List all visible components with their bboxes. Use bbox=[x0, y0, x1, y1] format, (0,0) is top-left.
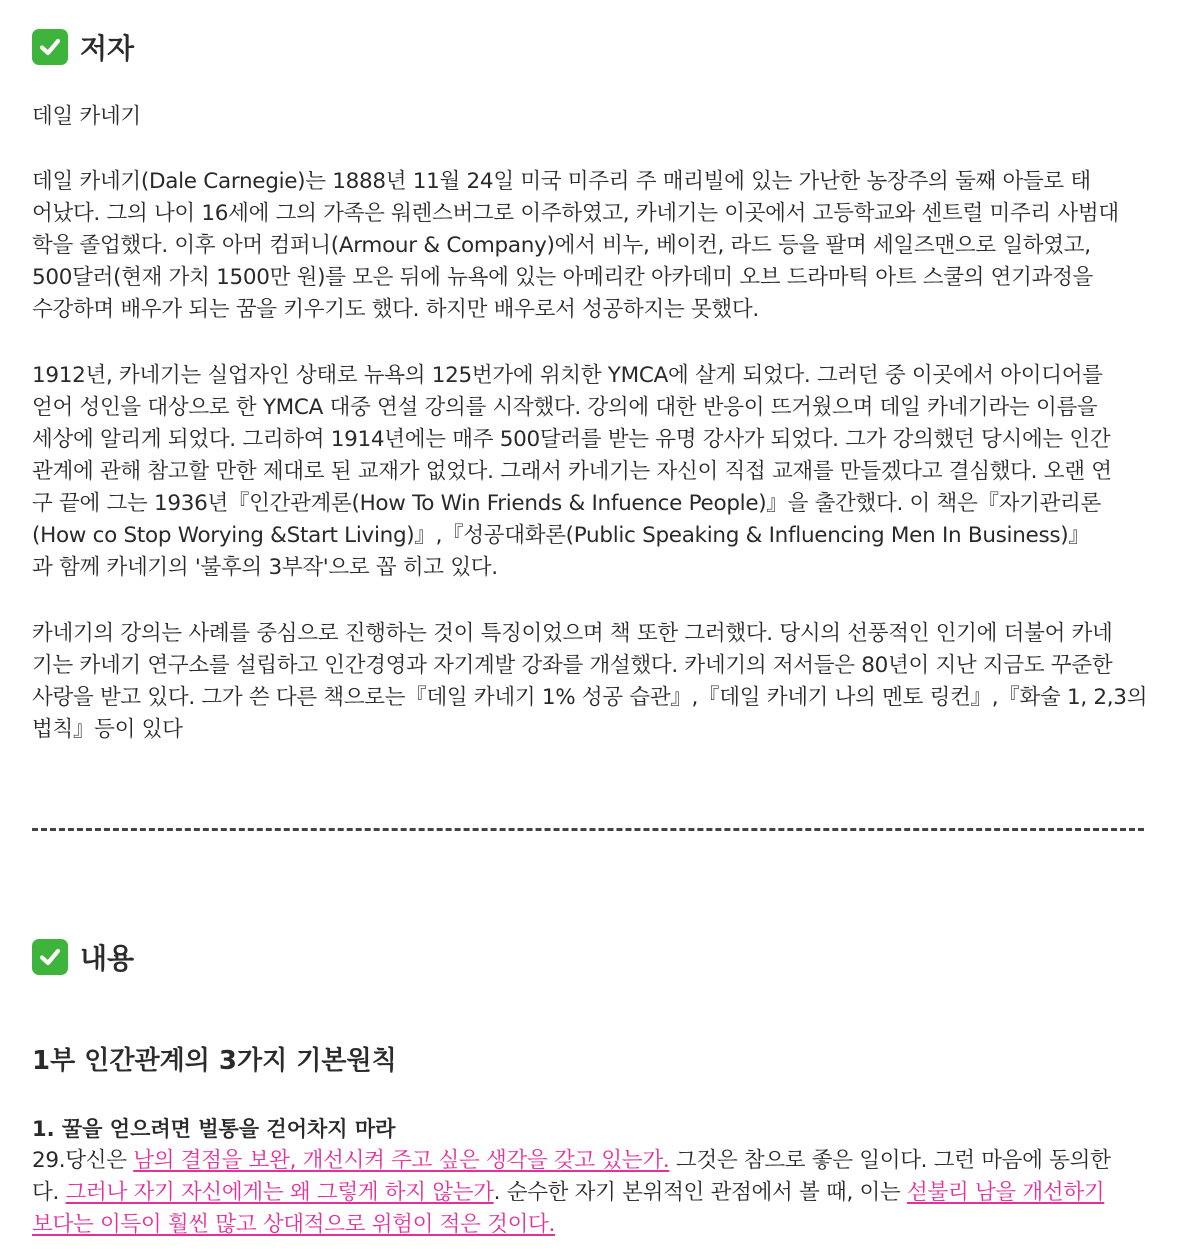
chapter-note bbox=[32, 1145, 1152, 1241]
check-mark-icon bbox=[32, 29, 68, 65]
dashed-divider bbox=[32, 828, 1144, 831]
chapter-title: 1. 꿀을 얻으려면 벌통을 걷어차지 마라 bbox=[32, 1117, 396, 1141]
author-paragraph-3: 카네기의 강의는 사례를 중심으로 진행하는 것이 특징이었으며 책 또한 그러했다. 당시의 선풍적인 인기에 더불어 카네 기는 카네기 연구소를 설립하고 인간경영과 자기계발 강좌를 개설했다. 카네기의 저서들은 80년이 지난 지금도 꾸준한 사랑을 받고 있다. 그가 쓴 다른 책으로는『데일 카네기 1% 성공 습관』,『데일 카네기 나의 멘토 링컨』,『화술 1, 2,3의 법칙』등이 있다 bbox=[32, 621, 1148, 742]
author-heading-text: 저자 bbox=[80, 32, 135, 65]
author-paragraph-2: 1912년, 카네기는 실업자인 상태로 뉴욕의 125번가에 위치한 YMCA에 살게 되었다. 그러던 중 이곳에서 아이디어를 얻어 성인을 대상으로 한 YMCA 대중 연설 강의를 시작했다. 강의에 대한 반응이 뜨거웠으며 데일 카네기라는 이름을 세상에 알리게 되었다. 그리하여 1914년에는 매주 500달러를 받는 유명 강사가 되었다. 그가 강의했던 당시에는 인간 관계에 관해 참고할 만한 제대로 된 교재가 없었다. 그래서 카네기는 자신이 직접 교재를 만들겠다고 결심했다. 오랜 연 구 끝에 그는 1936년『인간관계론(How To Win Friends & Infuence People)』을 출간했다. 이 책은『자기관리론 (How co Stop Worying &Start Living)』,『성공대화론(Public Speaking & Influencing Men In Business)』 과 함께 카네기의 '불후의 3부작'으로 꼽 히고 있다. bbox=[32, 363, 1112, 580]
note-line-2: 다. 그러나 자기 자신에게는 왜 그렇게 하지 않는가. 순수한 자기 본위적인 관점에서 볼 때, 이는 섣불리 남을 개선하기 bbox=[32, 1180, 1105, 1205]
part-title: 1부 인간관계의 3가지 기본원칙 bbox=[32, 1046, 397, 1076]
author-paragraph-1: 데일 카네기(Dale Carnegie)는 1888년 11월 24일 미국 미주리 주 매리빌에 있는 가난한 농장주의 둘째 아들로 태 어났다. 그의 나이 16세에 그의 가족은 워렌스버그로 이주하였고, 카네기는 이곳에서 고등학교와 센트럴 미주리 사범대 학을 졸업했다. 이후 아머 컴퍼니(Armour & Company)에서 비누, 베이컨, 라드 등을 팔며 세일즈맨으로 일하였고, 500달러(현재 가치 1500만 원)를 모은 뒤에 뉴욕에 있는 아메리칸 아카데미 오브 드라마틱 아트 스쿨의 연기과정을 수강하며 배우가 되는 꿈을 키우기도 했다. 하지만 배우로서 성공하지는 못했다. bbox=[32, 169, 1119, 322]
author-name: 데일 카네기 bbox=[32, 104, 141, 129]
note-line-1: 29.당신은 남의 결점을 보완, 개선시켜 주고 싶은 생각을 갖고 있는가. 그것은 참으로 좋은 일이다. 그런 마음에 동의한 bbox=[32, 1148, 1111, 1173]
content-heading bbox=[32, 937, 134, 977]
note-line-3 bbox=[32, 1209, 1152, 1241]
highlight-text: 그러나 자기 자신에게는 왜 그렇게 하지 않는가 bbox=[65, 1180, 494, 1205]
content-heading-text: 내용 bbox=[80, 942, 135, 975]
highlight-text: 섣불리 남을 개선하기 bbox=[907, 1180, 1105, 1205]
highlight-text: 남의 결점을 보완, 개선시켜 주고 싶은 생각을 갖고 있는가. bbox=[133, 1148, 670, 1173]
author-heading bbox=[32, 27, 134, 67]
highlight-text: 보다는 이득이 훨씬 많고 상대적으로 위험이 적은 것이다. bbox=[32, 1212, 556, 1237]
check-mark-icon bbox=[32, 939, 68, 975]
